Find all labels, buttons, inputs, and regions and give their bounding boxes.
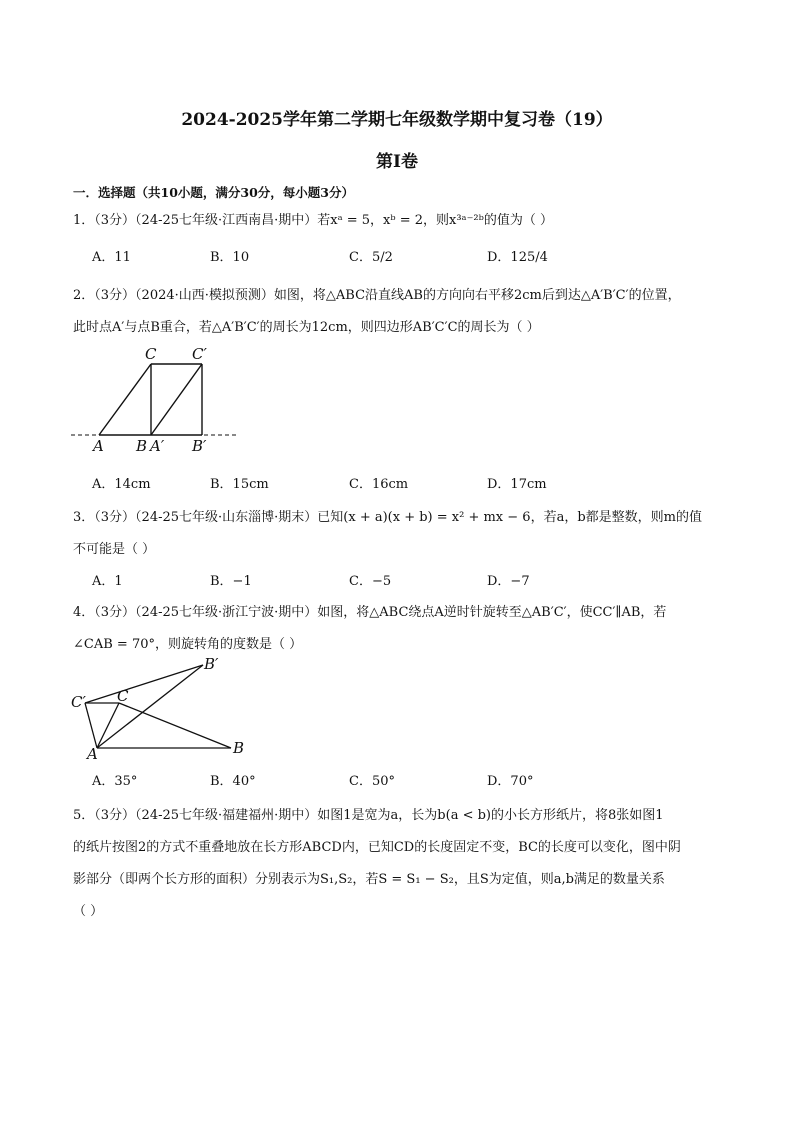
label-b-prime: B′ bbox=[204, 655, 219, 673]
translation-figure bbox=[65, 340, 245, 460]
question-2-line-1: 2．（3分）（2024·山西·模拟预测）如图，将△ABC沿直线AB的方向向右平移2cm后到达△A′B′C′的位置， bbox=[73, 288, 681, 303]
question-2-line-2: 此时点A′与点B重合，若△A′B′C′的周长为12cm，则四边形AB′C′C的周长为（ ） bbox=[73, 320, 540, 335]
segment-ac bbox=[97, 703, 119, 748]
question-5-line-2: 的纸片按图2的方式不重叠地放在长方形ABCD内，已知CD的长度固定不变，BC的长度可以变化，图中阴 bbox=[73, 840, 681, 855]
question-3-line-2: 不可能是（ ） bbox=[73, 542, 156, 557]
q2-option-b: B．15cm bbox=[210, 477, 269, 492]
question-5-line-3: 影部分（即两个长方形的面积）分别表示为S₁,S₂，若S = S₁ − S₂，且S为定值，则a,b满足的数量关系 bbox=[73, 872, 665, 887]
q1-option-c: C．5/2 bbox=[349, 250, 393, 265]
question-4-line-1: 4．（3分）（24-25七年级·浙江宁波·期中）如图，将△ABC绕点A逆时针旋转至△AB′C′，使CC′∥AB，若 bbox=[73, 605, 667, 620]
label-b: B bbox=[233, 739, 245, 757]
section-heading: 一．选择题（共10小题，满分30分，每小题3分） bbox=[73, 185, 354, 200]
rotation-figure bbox=[65, 655, 255, 763]
question-3-line-1: 3．（3分）（24-25七年级·山东淄博·期末）已知(x + a)(x + b) = x² + mx − 6，若a，b都是整数，则m的值 bbox=[73, 510, 702, 525]
label-c-prime: C′ bbox=[71, 693, 86, 711]
segment-a-prime-c-prime bbox=[151, 364, 202, 435]
label-b-prime: B′ bbox=[192, 437, 207, 455]
question-4-line-2: ∠CAB = 70°，则旋转角的度数是（ ） bbox=[73, 637, 303, 652]
label-a-prime: A′ bbox=[150, 437, 165, 455]
q1-option-d: D．125/4 bbox=[487, 250, 548, 265]
question-1-text: 1．（3分）（24-25七年级·江西南昌·期中）若xᵃ = 5，xᵇ = 2，则x³ᵃ⁻²ᵇ的值为（ ） bbox=[73, 213, 553, 228]
q3-option-d: D．−7 bbox=[487, 574, 530, 589]
label-a: A bbox=[87, 745, 98, 763]
label-c: C bbox=[117, 687, 129, 705]
q4-option-b: B．40° bbox=[210, 774, 256, 789]
q1-option-a: A．11 bbox=[92, 250, 131, 265]
volume-heading: 第Ⅰ卷 bbox=[376, 152, 418, 172]
segment-ac-prime bbox=[85, 703, 97, 748]
q2-option-a: A．14cm bbox=[92, 477, 151, 492]
document-title: 2024-2025学年第二学期七年级数学期中复习卷（19） bbox=[181, 110, 613, 130]
q4-option-a: A．35° bbox=[92, 774, 138, 789]
question-5-line-4: （ ） bbox=[73, 904, 104, 919]
segment-ab-prime bbox=[97, 665, 203, 748]
label-c-prime: C′ bbox=[192, 345, 207, 363]
segment-c-prime-b-prime bbox=[85, 665, 203, 703]
q4-option-c: C．50° bbox=[349, 774, 395, 789]
q3-option-a: A．1 bbox=[92, 574, 123, 589]
question-5-line-1: 5．（3分）（24-25七年级·福建福州·期中）如图1是宽为a，长为b(a < b)的小长方形纸片，将8张如图1 bbox=[73, 808, 664, 823]
segment-ac bbox=[99, 364, 151, 435]
q2-option-d: D．17cm bbox=[487, 477, 547, 492]
q1-option-b: B．10 bbox=[210, 250, 250, 265]
label-b: B bbox=[136, 437, 148, 455]
q3-option-b: B．−1 bbox=[210, 574, 252, 589]
q4-option-d: D．70° bbox=[487, 774, 534, 789]
q3-option-c: C．−5 bbox=[349, 574, 392, 589]
q2-option-c: C．16cm bbox=[349, 477, 409, 492]
label-c: C bbox=[145, 345, 157, 363]
segment-cb bbox=[119, 703, 231, 748]
label-a: A bbox=[93, 437, 104, 455]
